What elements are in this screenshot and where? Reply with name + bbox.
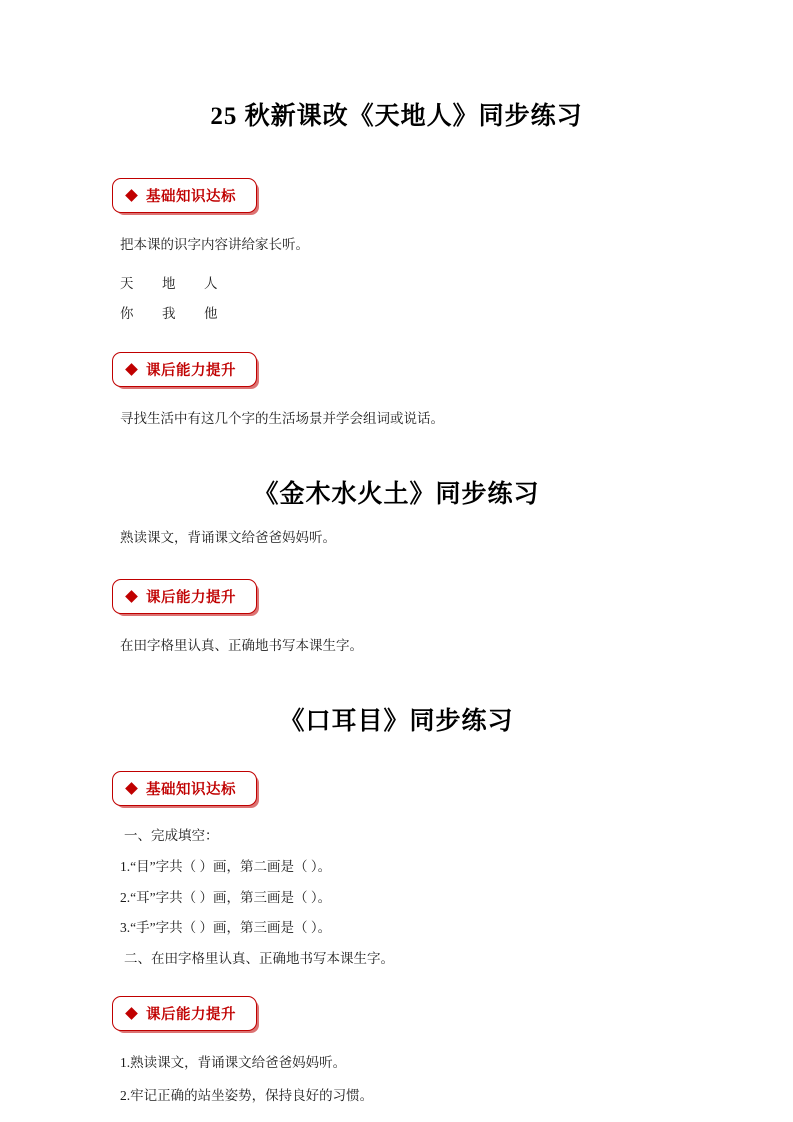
banner-box <box>112 579 257 614</box>
spacer <box>96 322 697 352</box>
section3-question-3: 3.“手”字共（ ）画，第三画是（ ）。 <box>120 920 332 936</box>
spacer <box>96 213 697 235</box>
banner-basic-knowledge-2 <box>96 771 697 806</box>
spacer <box>96 549 697 579</box>
spacer <box>96 970 697 996</box>
spacer <box>96 939 697 949</box>
char-cell: 天 <box>120 275 134 291</box>
spacer <box>96 510 697 528</box>
banner-ability-improve-3 <box>96 996 697 1031</box>
banner-ability-improve-2 <box>96 579 697 614</box>
section3-question-head: 一、完成填空： <box>124 827 219 843</box>
spacer <box>96 256 697 272</box>
diamond-icon <box>125 782 138 795</box>
diamond-icon <box>125 1007 138 1020</box>
spacer <box>96 908 697 918</box>
spacer <box>96 1074 697 1086</box>
char-cell: 人 <box>204 275 218 291</box>
banner-label: 课后能力提升 <box>146 1007 236 1024</box>
section1-line2: 寻找生活中有这几个字的生活场景并学会组词或说话。 <box>120 410 444 426</box>
banner-label: 基础知识达标 <box>146 781 236 798</box>
section2-heading: 《金木水火土》同步练习 <box>253 480 540 508</box>
spacer <box>96 847 697 857</box>
section3-answer-2: 2.牢记正确的站坐姿势，保持良好的习惯。 <box>120 1088 374 1104</box>
spacer <box>96 737 697 771</box>
section2-line1: 熟读课文，背诵课文给爸爸妈妈听。 <box>120 529 336 545</box>
banner-basic-knowledge-1 <box>96 178 697 213</box>
spacer <box>96 132 697 178</box>
spacer <box>96 878 697 888</box>
banner-ability-improve-1 <box>96 352 697 387</box>
spacer <box>96 1031 697 1053</box>
diamond-icon <box>125 189 138 202</box>
page-title: 25 秋新课改《天地人》同步练习 <box>210 103 583 130</box>
section3-question-2: 2.“耳”字共（ ）画，第三画是（ ）。 <box>120 889 332 905</box>
spacer <box>96 292 697 302</box>
spacer <box>96 387 697 409</box>
char-cell: 地 <box>162 275 176 291</box>
section-koueryu <box>96 701 697 1107</box>
diamond-icon <box>125 363 138 376</box>
char-cell: 你 <box>120 305 134 321</box>
section1-chars-row2 <box>120 302 697 322</box>
spacer <box>96 657 697 701</box>
banner-label: 课后能力提升 <box>146 589 236 606</box>
banner-box <box>112 352 257 387</box>
section3-heading: 《口耳目》同步练习 <box>279 707 514 735</box>
section3-question-1: 1.“目”字共（ ）画，第二画是（ ）。 <box>120 858 332 874</box>
spacer <box>96 614 697 636</box>
banner-box <box>112 178 257 213</box>
banner-box <box>112 996 257 1031</box>
spacer <box>96 806 697 826</box>
diamond-icon <box>125 590 138 603</box>
spacer <box>96 430 697 474</box>
section1-line1: 把本课的识字内容讲给家长听。 <box>120 237 309 252</box>
section1-chars-row1 <box>120 272 697 292</box>
banner-label: 课后能力提升 <box>146 362 236 379</box>
char-cell: 他 <box>204 305 218 321</box>
section-jinmushuihuotu <box>96 474 697 657</box>
banner-box <box>112 771 257 806</box>
section2-line2: 在田字格里认真、正确地书写本课生字。 <box>120 637 363 653</box>
section3-answer-1: 1.熟读课文，背诵课文给爸爸妈妈听。 <box>120 1055 347 1071</box>
section3-question-second: 二、在田字格里认真、正确地书写本课生字。 <box>124 951 394 967</box>
section-tiandiren <box>96 178 697 430</box>
banner-label: 基础知识达标 <box>146 189 236 205</box>
char-cell: 我 <box>162 305 176 321</box>
